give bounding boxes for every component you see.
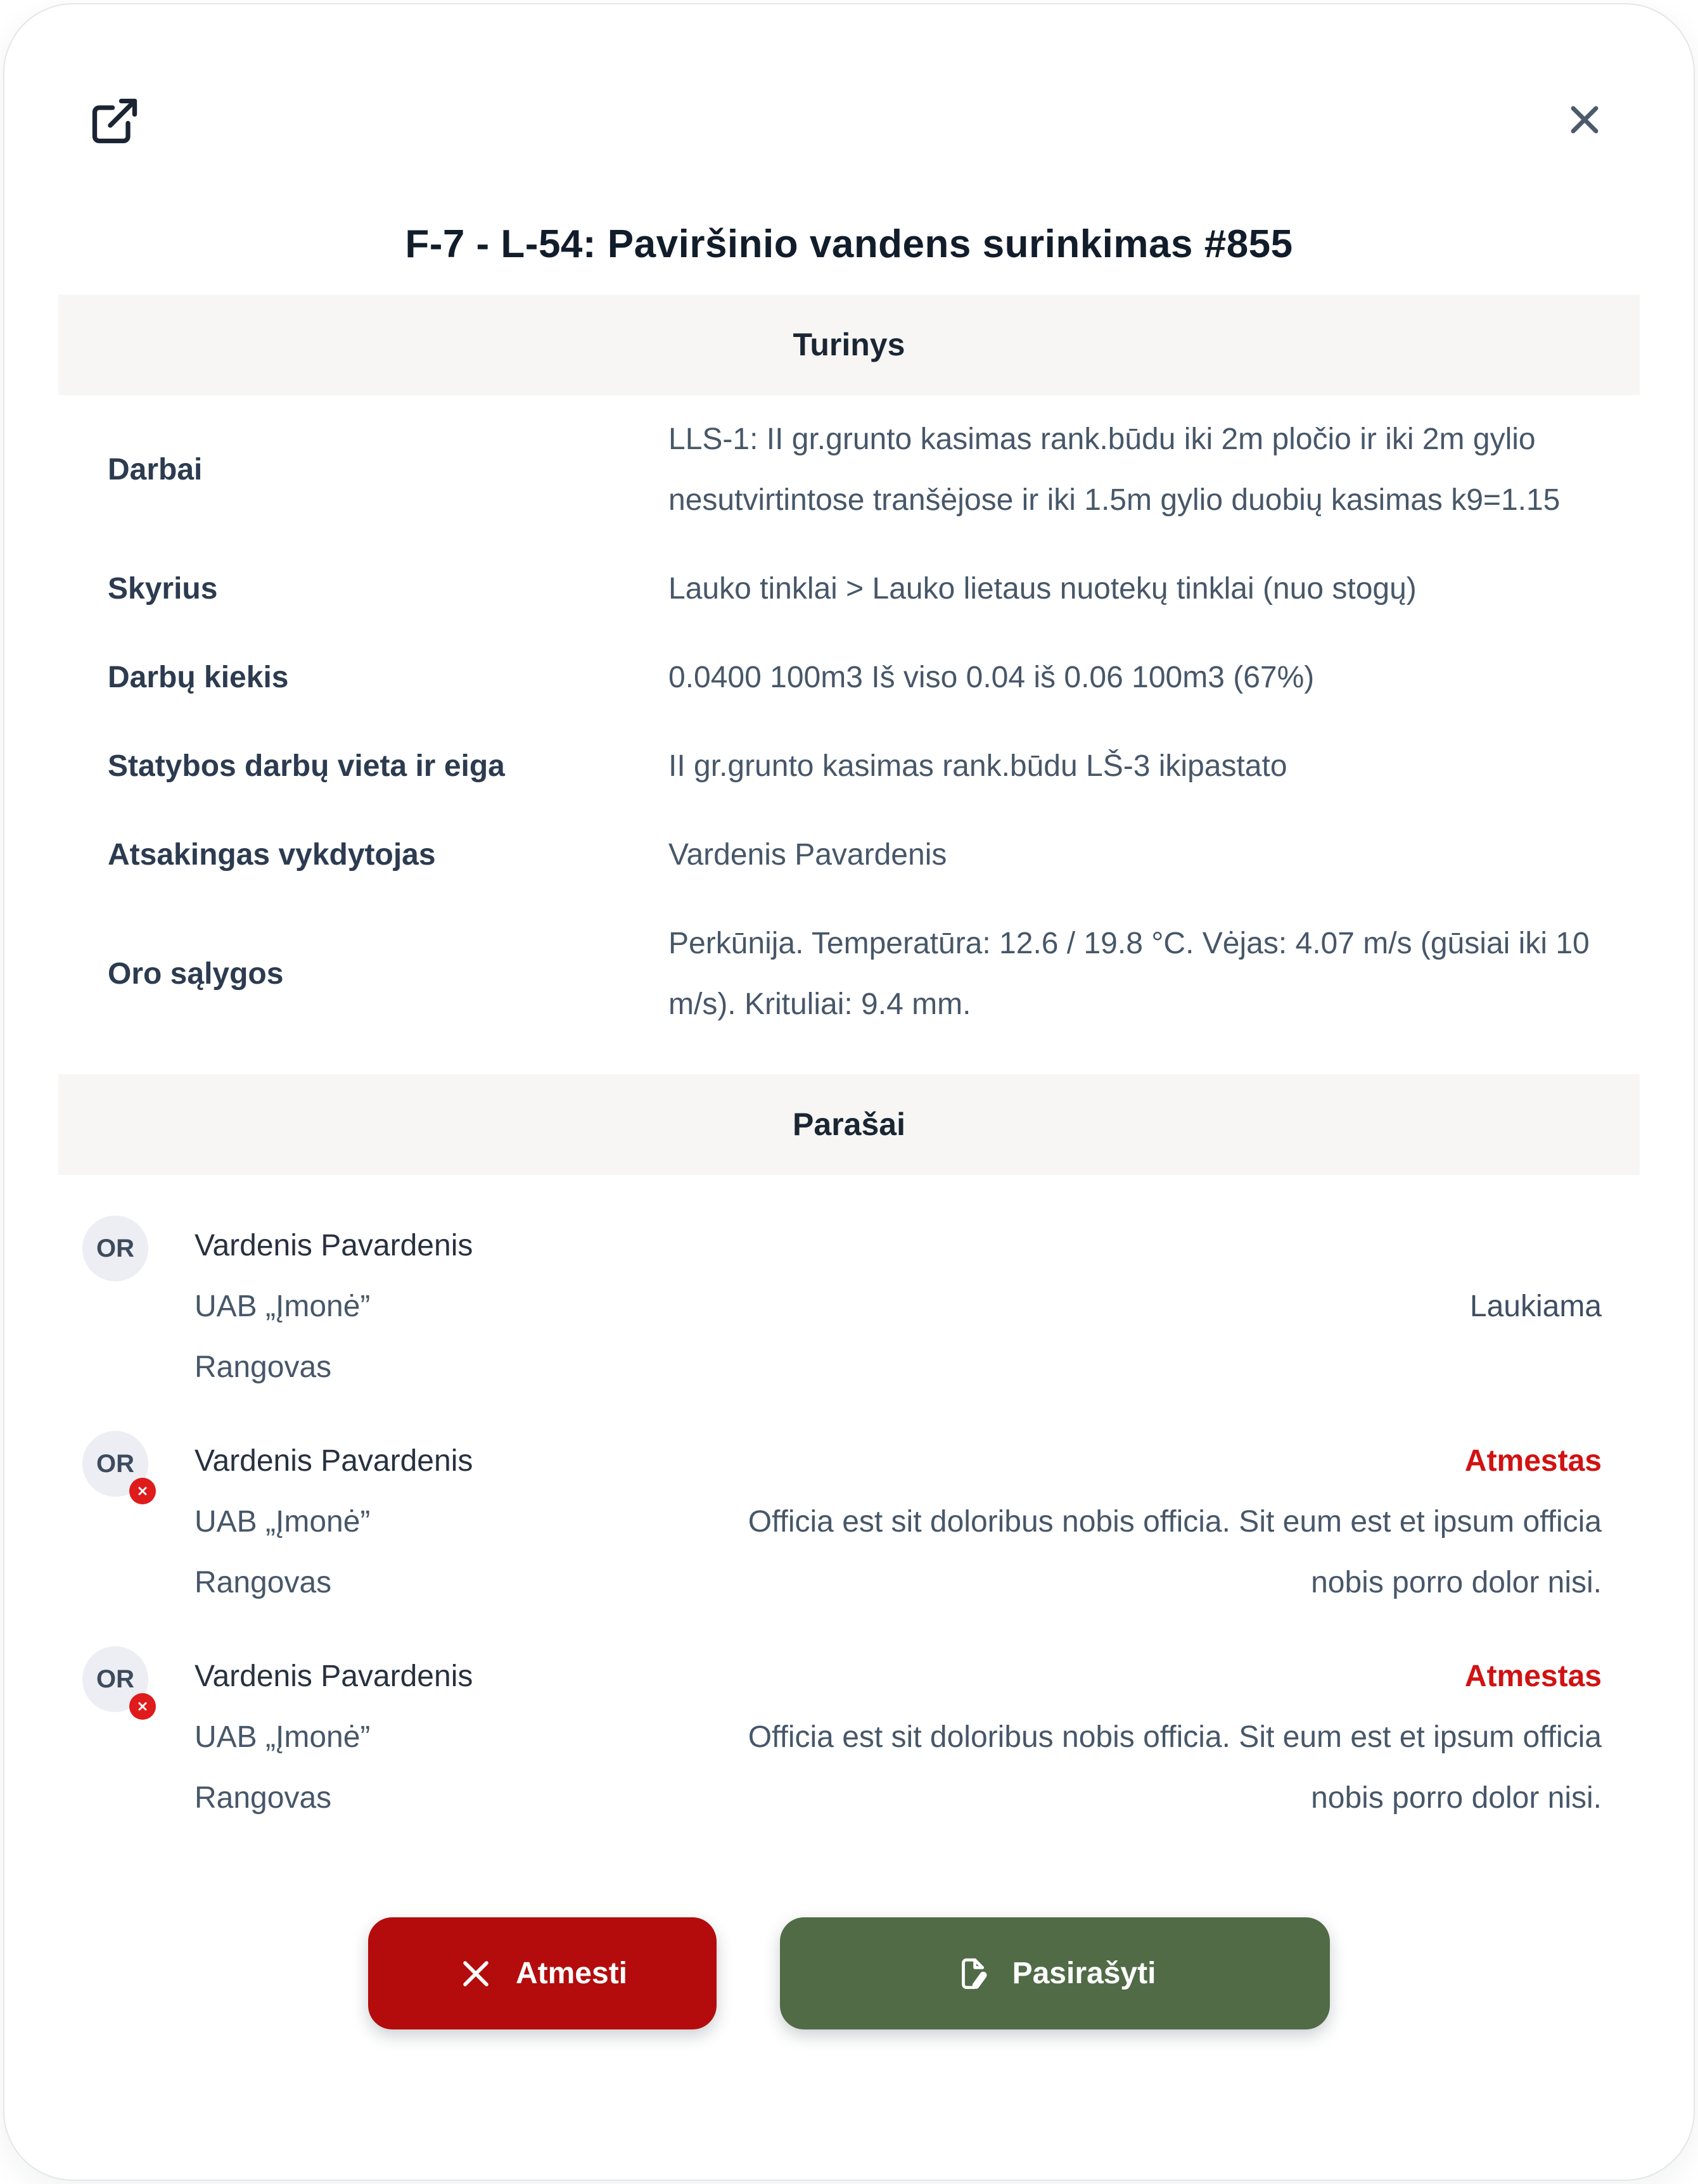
reject-button[interactable] [368, 1917, 717, 2029]
external-link-icon [88, 94, 141, 148]
content-row-darbu-kiekis [58, 633, 1640, 722]
signer-company: UAB „Įmonė” [195, 1720, 371, 1754]
signer-name: Vardenis Pavardenis [195, 1660, 473, 1693]
close-icon [1562, 97, 1607, 143]
content-row-darbai [58, 395, 1640, 545]
signer-company: UAB „Įmonė” [195, 1505, 371, 1539]
signature-list [58, 1216, 1640, 1829]
content-row-oro-salygos [58, 899, 1640, 1049]
section-header-label: Turinys [793, 327, 905, 362]
status-badge: Atmestas [1464, 1444, 1602, 1478]
avatar-initials: OR [82, 1646, 148, 1712]
modal-title: F-7 - L-54: Paviršinio vandens surinkimas #855 [405, 222, 1293, 266]
row-value: Vardenis Pavardenis [668, 838, 947, 872]
signer-info [195, 1646, 638, 1829]
sign-button-label: Pasirašyti [1012, 1957, 1156, 1990]
signer-name: Vardenis Pavardenis [195, 1444, 473, 1478]
avatar [82, 1646, 148, 1712]
row-value: Perkūnija. Temperatūra: 12.6 / 19.8 °C. Vėjas: 4.07 m/s (gūsiai iki 10 m/s). Krituliai: 9.4 mm. [668, 927, 1590, 1021]
signer-role: Rangovas [195, 1350, 332, 1384]
row-value: Lauko tinklai > Lauko lietaus nuotekų tinklai (nuo stogų) [668, 572, 1417, 606]
signer-info [195, 1431, 638, 1613]
row-value: LLS-1: II gr.grunto kasimas rank.būdu iki 2m pločio ir iki 2m gylio nesutvirtintose tranšėjose ir iki 1.5m gylio duobių kasimas k9=1.15 [668, 422, 1561, 517]
signer-role: Rangovas [195, 1781, 332, 1815]
open-external-button[interactable] [88, 94, 141, 148]
x-icon [457, 1955, 494, 1992]
status-badge: Atmestas [1464, 1660, 1602, 1693]
modal-card [3, 3, 1695, 2181]
signature-item-pending [58, 1216, 1640, 1398]
row-label: Skyrius [108, 572, 218, 606]
signature-status-column [638, 1216, 1602, 1398]
signer-name: Vardenis Pavardenis [195, 1229, 473, 1262]
signature-item-rejected [58, 1646, 1640, 1829]
row-label: Atsakingas vykdytojas [108, 838, 436, 872]
content-row-vieta-ir-eiga [58, 722, 1640, 811]
row-label: Darbai [108, 453, 203, 486]
avatar [82, 1216, 148, 1281]
signer-info [195, 1216, 638, 1398]
row-label: Oro sąlygos [108, 957, 284, 991]
content-row-vykdytojas [58, 811, 1640, 899]
avatar-initials: OR [82, 1431, 148, 1497]
signer-role: Rangovas [195, 1566, 332, 1599]
row-value: II gr.grunto kasimas rank.būdu LŠ-3 ikipastato [668, 749, 1287, 783]
row-value: 0.0400 100m3 Iš viso 0.04 iš 0.06 100m3 (67%) [668, 661, 1315, 694]
avatar [82, 1431, 148, 1497]
signature-status-column [638, 1431, 1602, 1613]
rejected-x-icon [129, 1478, 156, 1504]
action-buttons [4, 1917, 1694, 2029]
section-header-parasai [58, 1074, 1640, 1175]
close-button[interactable] [1562, 97, 1607, 143]
row-label: Statybos darbų vieta ir eiga [108, 749, 505, 783]
avatar-initials: OR [82, 1216, 148, 1281]
status-badge: Laukiama [1469, 1290, 1602, 1323]
content-rows [58, 395, 1640, 1049]
signer-company: UAB „Įmonė” [195, 1290, 371, 1323]
rejection-comment: Officia est sit doloribus nobis officia. Sit eum est et ipsum officia nobis porro dolor nisi. [748, 1720, 1602, 1815]
signature-status-column [638, 1646, 1602, 1829]
content-row-skyrius [58, 545, 1640, 633]
reject-button-label: Atmesti [515, 1957, 628, 1990]
signature-item-rejected [58, 1431, 1640, 1613]
row-label: Darbų kiekis [108, 661, 289, 694]
signature-document-icon [954, 1955, 991, 1992]
rejection-comment: Officia est sit doloribus nobis officia. Sit eum est et ipsum officia nobis porro dolor nisi. [748, 1505, 1602, 1599]
section-header-label: Parašai [793, 1107, 905, 1142]
section-header-turinys [58, 295, 1640, 395]
sign-button[interactable] [780, 1917, 1330, 2029]
rejected-x-icon [129, 1693, 156, 1720]
